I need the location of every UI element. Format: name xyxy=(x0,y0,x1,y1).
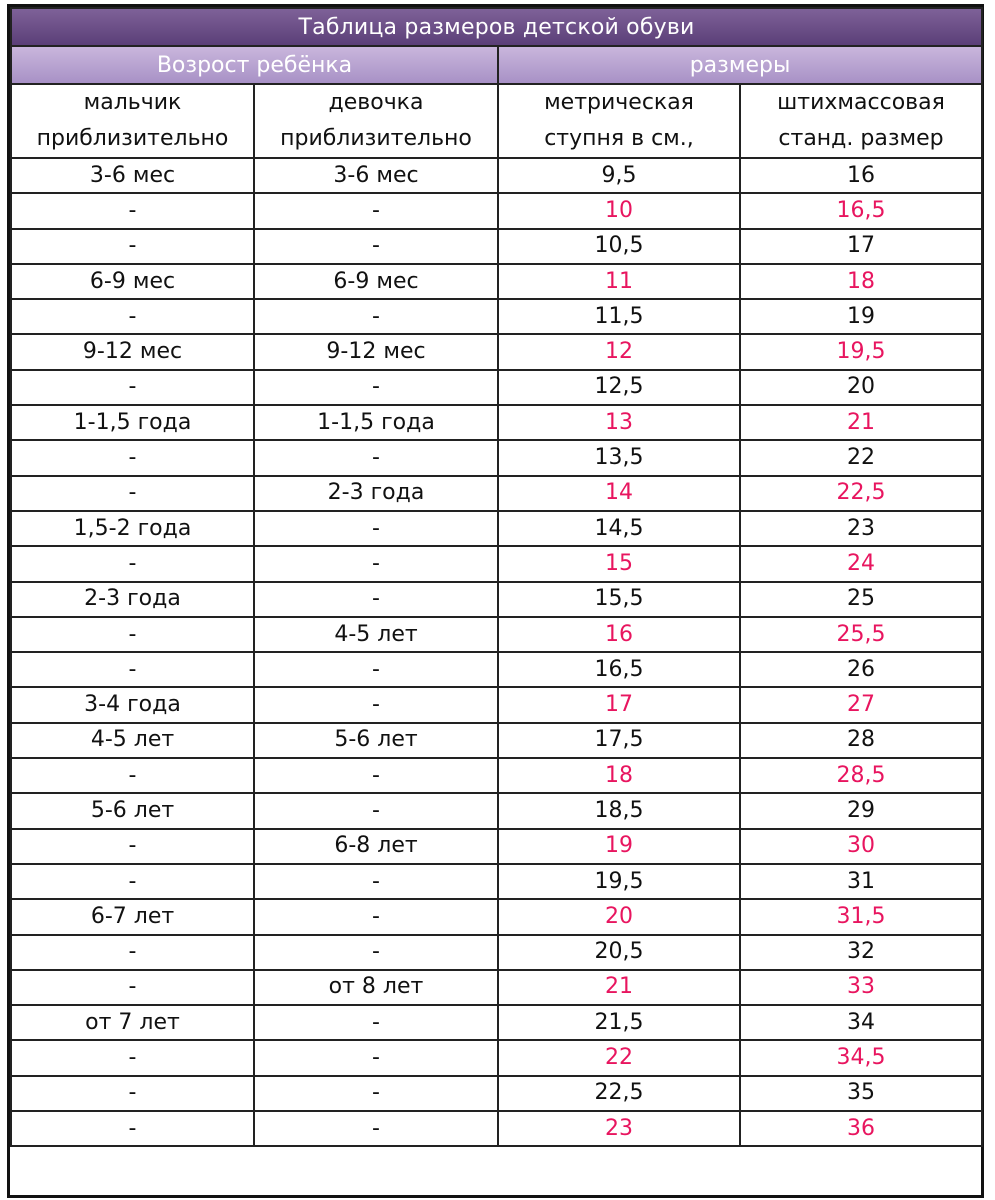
cell-boy-age: 3-4 года xyxy=(11,687,254,722)
cell-foot-length: 18,5 xyxy=(498,793,740,828)
column-header-line: станд. размер xyxy=(778,126,944,151)
cell-stich-size: 27 xyxy=(740,687,982,722)
cell-girl-age: - xyxy=(254,582,498,617)
table-row xyxy=(11,758,982,793)
table-row xyxy=(11,1076,982,1111)
cell-boy-age: - xyxy=(11,829,254,864)
table-row xyxy=(11,617,982,652)
cell-stich-size: 16 xyxy=(740,158,982,193)
table-row xyxy=(11,1040,982,1075)
cell-stich-size: 25,5 xyxy=(740,617,982,652)
cell-boy-age: 1-1,5 года xyxy=(11,405,254,440)
cell-foot-length: 15 xyxy=(498,546,740,581)
cell-foot-length: 20 xyxy=(498,899,740,934)
cell-boy-age: - xyxy=(11,193,254,228)
cell-boy-age: - xyxy=(11,617,254,652)
table-row xyxy=(11,864,982,899)
table-row xyxy=(11,299,982,334)
table-row xyxy=(11,158,982,193)
cell-girl-age: - xyxy=(254,1111,498,1146)
cell-boy-age: - xyxy=(11,1111,254,1146)
cell-girl-age: - xyxy=(254,935,498,970)
cell-stich-size: 31 xyxy=(740,864,982,899)
table-row xyxy=(11,1111,982,1146)
cell-stich-size: 29 xyxy=(740,793,982,828)
cell-foot-length: 12 xyxy=(498,334,740,369)
cell-boy-age: 9-12 мес xyxy=(11,334,254,369)
cell-foot-length: 22 xyxy=(498,1040,740,1075)
cell-girl-age: от 8 лет xyxy=(254,970,498,1005)
cell-foot-length: 9,5 xyxy=(498,158,740,193)
cell-stich-size: 22 xyxy=(740,440,982,475)
cell-foot-length: 13 xyxy=(498,405,740,440)
cell-foot-length: 19 xyxy=(498,829,740,864)
cell-foot-length: 19,5 xyxy=(498,864,740,899)
cell-boy-age: - xyxy=(11,229,254,264)
cell-boy-age: - xyxy=(11,546,254,581)
cell-foot-length: 21,5 xyxy=(498,1005,740,1040)
table-row xyxy=(11,193,982,228)
cell-stich-size: 17 xyxy=(740,229,982,264)
column-header-line: приблизительно xyxy=(36,126,229,151)
cell-boy-age: - xyxy=(11,652,254,687)
cell-boy-age: 4-5 лет xyxy=(11,723,254,758)
cell-stich-size: 33 xyxy=(740,970,982,1005)
cell-stich-size: 19,5 xyxy=(740,334,982,369)
table-body xyxy=(11,158,982,1146)
cell-girl-age: - xyxy=(254,511,498,546)
column-header-line: приблизительно xyxy=(280,126,472,151)
table-row xyxy=(11,652,982,687)
cell-foot-length: 10,5 xyxy=(498,229,740,264)
table-row xyxy=(11,405,982,440)
cell-girl-age: 1-1,5 года xyxy=(254,405,498,440)
column-header-boy xyxy=(11,84,254,158)
table-row xyxy=(11,334,982,369)
cell-girl-age: 3-6 мес xyxy=(254,158,498,193)
cell-foot-length: 16 xyxy=(498,617,740,652)
table-row xyxy=(11,1005,982,1040)
table-row xyxy=(11,582,982,617)
cell-girl-age: - xyxy=(254,758,498,793)
cell-foot-length: 17 xyxy=(498,687,740,722)
cell-boy-age: - xyxy=(11,476,254,511)
cell-girl-age: - xyxy=(254,370,498,405)
cell-girl-age: - xyxy=(254,899,498,934)
cell-stich-size: 19 xyxy=(740,299,982,334)
cell-girl-age: - xyxy=(254,652,498,687)
cell-girl-age: 6-8 лет xyxy=(254,829,498,864)
cell-stich-size: 23 xyxy=(740,511,982,546)
shoe-size-table xyxy=(10,7,983,1147)
cell-stich-size: 34 xyxy=(740,1005,982,1040)
cell-stich-size: 20 xyxy=(740,370,982,405)
cell-foot-length: 11 xyxy=(498,264,740,299)
table-row xyxy=(11,440,982,475)
cell-girl-age: - xyxy=(254,1040,498,1075)
size-chart-frame xyxy=(7,4,984,1198)
cell-stich-size: 28 xyxy=(740,723,982,758)
table-row xyxy=(11,829,982,864)
cell-stich-size: 22,5 xyxy=(740,476,982,511)
cell-girl-age: - xyxy=(254,1076,498,1111)
cell-boy-age: - xyxy=(11,864,254,899)
cell-boy-age: - xyxy=(11,970,254,1005)
cell-girl-age: - xyxy=(254,193,498,228)
column-header-stich-size xyxy=(740,84,982,158)
table-title: Таблица размеров детской обуви xyxy=(11,8,982,46)
cell-stich-size: 28,5 xyxy=(740,758,982,793)
cell-girl-age: - xyxy=(254,687,498,722)
column-header-line: штихмассовая xyxy=(777,90,945,115)
column-header-foot-length xyxy=(498,84,740,158)
cell-boy-age: - xyxy=(11,370,254,405)
cell-boy-age: 5-6 лет xyxy=(11,793,254,828)
cell-foot-length: 18 xyxy=(498,758,740,793)
table-row xyxy=(11,264,982,299)
table-row xyxy=(11,935,982,970)
cell-girl-age: - xyxy=(254,864,498,899)
sizes-group-header: размеры xyxy=(498,46,982,84)
cell-boy-age: 6-9 мес xyxy=(11,264,254,299)
cell-girl-age: 6-9 мес xyxy=(254,264,498,299)
cell-boy-age: от 7 лет xyxy=(11,1005,254,1040)
cell-foot-length: 10 xyxy=(498,193,740,228)
cell-stich-size: 24 xyxy=(740,546,982,581)
cell-boy-age: - xyxy=(11,1076,254,1111)
cell-boy-age: - xyxy=(11,299,254,334)
age-group-header: Возрост ребёнка xyxy=(11,46,498,84)
cell-stich-size: 26 xyxy=(740,652,982,687)
cell-foot-length: 12,5 xyxy=(498,370,740,405)
cell-foot-length: 13,5 xyxy=(498,440,740,475)
cell-boy-age: - xyxy=(11,440,254,475)
cell-foot-length: 17,5 xyxy=(498,723,740,758)
cell-stich-size: 32 xyxy=(740,935,982,970)
group-header-row xyxy=(11,46,982,84)
cell-stich-size: 31,5 xyxy=(740,899,982,934)
column-header-line: мальчик xyxy=(83,90,182,115)
cell-stich-size: 18 xyxy=(740,264,982,299)
cell-boy-age: - xyxy=(11,1040,254,1075)
cell-stich-size: 16,5 xyxy=(740,193,982,228)
table-row xyxy=(11,970,982,1005)
column-header-line: метрическая xyxy=(544,90,694,115)
column-header-line: ступня в см., xyxy=(544,126,694,151)
cell-foot-length: 22,5 xyxy=(498,1076,740,1111)
cell-boy-age: - xyxy=(11,758,254,793)
cell-girl-age: - xyxy=(254,299,498,334)
cell-foot-length: 21 xyxy=(498,970,740,1005)
cell-girl-age: 4-5 лет xyxy=(254,617,498,652)
table-row xyxy=(11,723,982,758)
cell-girl-age: - xyxy=(254,229,498,264)
table-row xyxy=(11,899,982,934)
table-row xyxy=(11,229,982,264)
table-row xyxy=(11,546,982,581)
cell-stich-size: 34,5 xyxy=(740,1040,982,1075)
table-row xyxy=(11,793,982,828)
cell-foot-length: 16,5 xyxy=(498,652,740,687)
column-header-girl xyxy=(254,84,498,158)
cell-foot-length: 11,5 xyxy=(498,299,740,334)
cell-boy-age: 6-7 лет xyxy=(11,899,254,934)
cell-foot-length: 15,5 xyxy=(498,582,740,617)
cell-stich-size: 30 xyxy=(740,829,982,864)
cell-boy-age: 1,5-2 года xyxy=(11,511,254,546)
cell-boy-age: - xyxy=(11,935,254,970)
cell-girl-age: 2-3 года xyxy=(254,476,498,511)
title-row xyxy=(11,8,982,46)
cell-stich-size: 36 xyxy=(740,1111,982,1146)
cell-girl-age: - xyxy=(254,440,498,475)
table-row xyxy=(11,476,982,511)
table-row xyxy=(11,370,982,405)
cell-girl-age: - xyxy=(254,546,498,581)
cell-foot-length: 14 xyxy=(498,476,740,511)
cell-girl-age: - xyxy=(254,793,498,828)
cell-girl-age: 5-6 лет xyxy=(254,723,498,758)
column-header-line: девочка xyxy=(328,90,424,115)
cell-girl-age: 9-12 мес xyxy=(254,334,498,369)
cell-stich-size: 21 xyxy=(740,405,982,440)
column-header-row xyxy=(11,84,982,158)
cell-girl-age: - xyxy=(254,1005,498,1040)
cell-stich-size: 25 xyxy=(740,582,982,617)
cell-foot-length: 23 xyxy=(498,1111,740,1146)
table-row xyxy=(11,511,982,546)
cell-boy-age: 3-6 мес xyxy=(11,158,254,193)
cell-boy-age: 2-3 года xyxy=(11,582,254,617)
cell-foot-length: 14,5 xyxy=(498,511,740,546)
cell-stich-size: 35 xyxy=(740,1076,982,1111)
table-row xyxy=(11,687,982,722)
cell-foot-length: 20,5 xyxy=(498,935,740,970)
